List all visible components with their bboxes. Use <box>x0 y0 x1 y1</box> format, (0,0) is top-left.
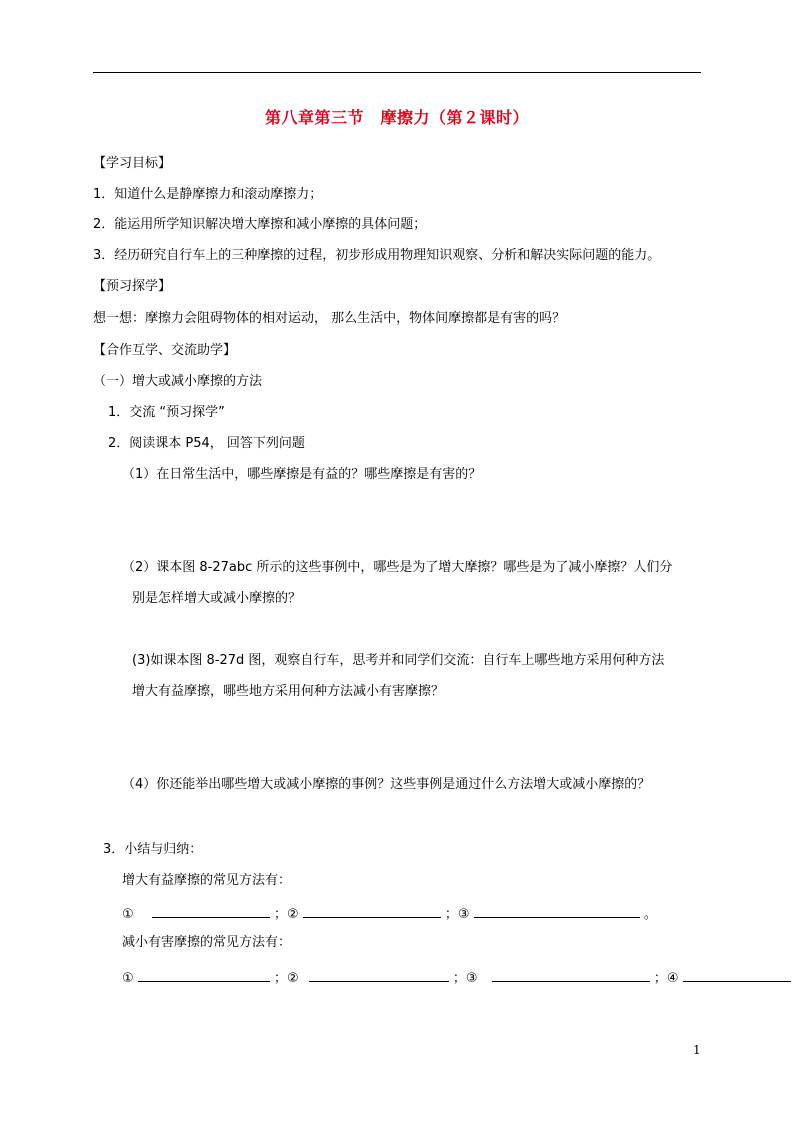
question-2-line-1: （2）课本图 8-27abc 所示的这些事例中，哪些是为了增大摩擦？哪些是为了减小摩擦？人们分 <box>122 560 673 575</box>
question-3-line-1: (3)如课本图 8-27d 图，观察自行车，思考并和同学们交流：自行车上哪些地方采用何种方法 <box>132 653 665 668</box>
question-4: （4）你还能举出哪些增大或减小摩擦的事例？这些事例是通过什么方法增大或减小摩擦的？ <box>122 777 651 792</box>
objective-1: 1．知道什么是静摩擦力和滚动摩擦力； <box>93 187 323 202</box>
part1-heading: （一）增大或减小摩擦的方法 <box>93 374 263 389</box>
answer-blank[interactable] <box>138 967 270 982</box>
mark-2: ；② <box>273 907 299 922</box>
step-3: 3．小结与归纳： <box>103 842 203 857</box>
question-1: （1）在日常生活中，哪些摩擦是有益的？哪些摩擦是有害的？ <box>122 467 482 482</box>
page-title: 第八章第三节 摩擦力（第２课时） <box>264 108 529 127</box>
objectives-heading: 【学习目标】 <box>93 156 172 171</box>
answer-blank[interactable] <box>303 903 441 918</box>
decrease-methods-row <box>122 967 791 987</box>
step-2: 2．阅读课本 P54， 回答下列问题 <box>108 436 305 451</box>
step-1: 1．交流 “预习探学” <box>108 405 225 420</box>
page-number: 1 <box>693 1043 701 1057</box>
preview-heading: 【预习探学】 <box>93 279 172 294</box>
answer-blank[interactable] <box>309 967 449 982</box>
mark-4: 。 <box>643 907 657 922</box>
answer-blank[interactable] <box>152 903 270 918</box>
answer-blank[interactable] <box>683 967 791 982</box>
coop-heading: 【合作互学、交流助学】 <box>93 343 237 358</box>
objective-3: 3．经历研究自行车上的三种摩擦的过程，初步形成用物理知识观察、分析和解决实际问题的能力。 <box>93 248 661 263</box>
mark-2: ；② <box>273 971 299 986</box>
mark-3: ；③ <box>452 971 478 986</box>
mark-3: ；③ <box>444 907 470 922</box>
mark-1: ① <box>122 971 134 986</box>
mark-4: ；④ <box>653 971 679 986</box>
increase-label: 增大有益摩擦的常见方法有： <box>122 873 292 888</box>
increase-methods-row <box>122 903 657 923</box>
answer-blank[interactable] <box>474 903 640 918</box>
question-3-line-2: 增大有益摩擦，哪些地方采用何种方法减小有害摩擦？ <box>132 684 445 699</box>
question-2-line-2: 别是怎样增大或减小摩擦的？ <box>132 591 302 606</box>
answer-blank[interactable] <box>492 967 650 982</box>
header-rule <box>93 72 701 73</box>
decrease-label: 减小有害摩擦的常见方法有： <box>122 935 292 950</box>
preview-text: 想一想：摩擦力会阻碍物体的相对运动， 那么生活中，物体间摩擦都是有害的吗？ <box>93 311 566 326</box>
objective-2: 2．能运用所学知识解决增大摩擦和减小摩擦的具体问题； <box>93 217 427 232</box>
mark-1: ① <box>122 907 134 922</box>
